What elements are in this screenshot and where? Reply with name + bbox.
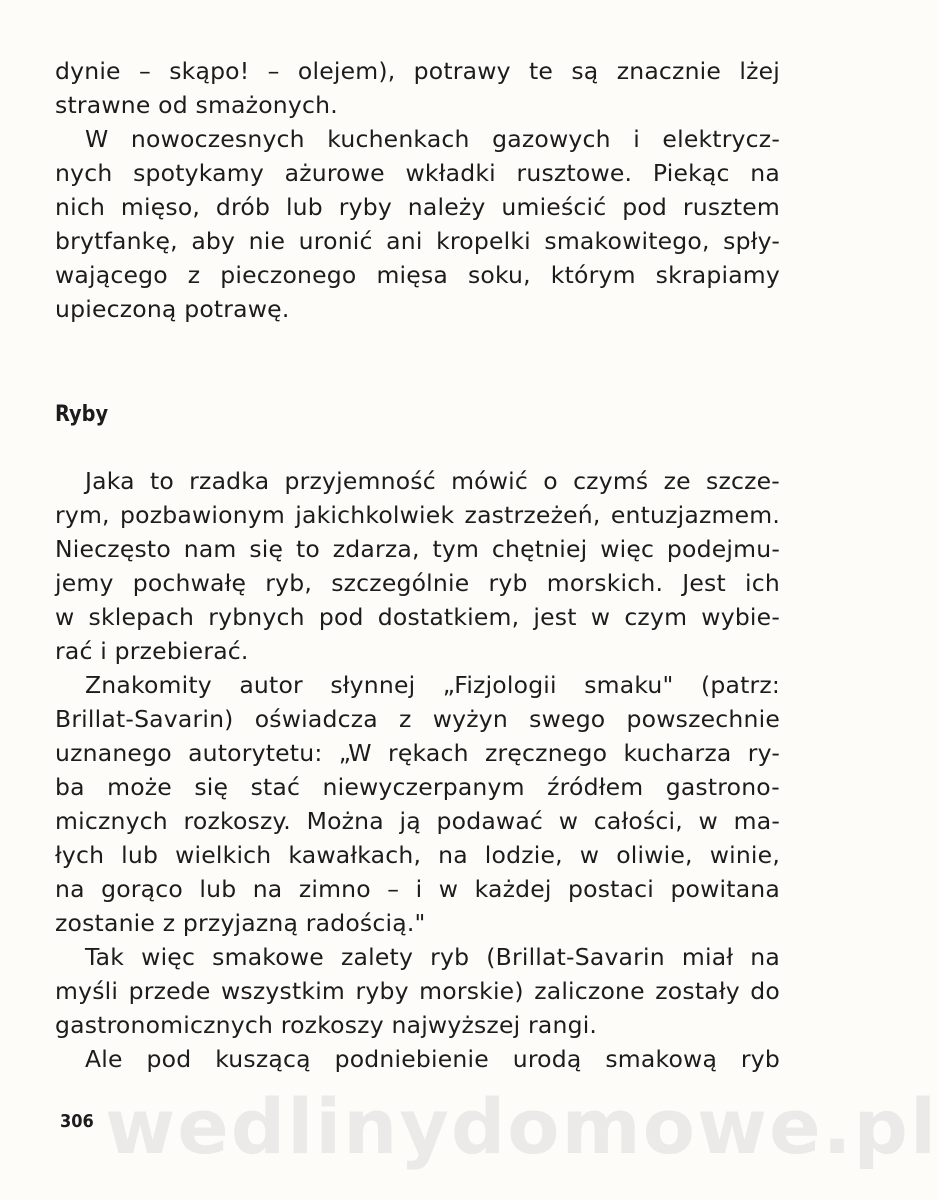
text-line: Jaka to rzadka przyjemność mówić o czymś ze szcze- — [85, 467, 780, 495]
text-line: w sklepach rybnych pod dostatkiem, jest w czym wybie- — [55, 603, 780, 631]
page-number: 306 — [60, 1111, 94, 1132]
text-line: W nowoczesnych kuchenkach gazowych i elektrycz- — [85, 125, 780, 153]
text-line: Brillat-Savarin) oświadcza z wyżyn swego powszechnie — [55, 705, 780, 733]
text-line: Ale pod kuszącą podniebienie urodą smakową ryb — [85, 1045, 780, 1073]
text-line: rym, pozbawionym jakichkolwiek zastrzeżeń, entuzjazmem. — [55, 501, 780, 529]
text-line: Znakomity autor słynnej „Fizjologii smaku" (patrz: — [85, 671, 780, 699]
text-line: brytfankę, aby nie uronić ani kropelki smakowitego, spły- — [55, 227, 780, 255]
text-line: upieczoną potrawę. — [55, 295, 290, 323]
text-line: myśli przede wszystkim ryby morskie) zaliczone zostały do — [55, 977, 780, 1005]
text-line: strawne od smażonych. — [55, 91, 338, 119]
text-line: wającego z pieczonego mięsa soku, którym skrapiamy — [55, 261, 780, 289]
text-line: Tak więc smakowe zalety ryb (Brillat-Savarin miał na — [85, 943, 780, 971]
text-line: nich mięso, drób lub ryby należy umieścić pod rusztem — [55, 193, 780, 221]
watermark-logo: wedlinydomowe.pl — [105, 1082, 938, 1171]
section-heading: Ryby — [55, 402, 109, 427]
text-line: dynie – skąpo! – olejem), potrawy te są znacznie lżej — [55, 57, 780, 85]
text-line: uznanego autorytetu: „W rękach zręcznego kucharza ry- — [55, 739, 780, 767]
text-line: rać i przebierać. — [55, 637, 249, 665]
text-line: ba może się stać niewyczerpanym źródłem gastrono- — [55, 773, 780, 801]
paragraph-block-top — [55, 54, 780, 326]
text-line: jemy pochwałę ryb, szczególnie ryb morskich. Jest ich — [55, 569, 780, 597]
text-line: nych spotykamy ażurowe wkładki rusztowe. Piekąc na — [55, 159, 780, 187]
text-line: na gorąco lub na zimno – i w każdej postaci powitana — [55, 875, 780, 903]
text-line: zostanie z przyjazną radością." — [55, 909, 426, 937]
text-line: gastronomicznych rozkoszy najwyższej rangi. — [55, 1011, 598, 1039]
paragraph-block-ryby — [55, 464, 780, 1076]
text-line: łych lub wielkich kawałkach, na lodzie, w oliwie, winie, — [55, 841, 780, 869]
text-line: micznych rozkoszy. Można ją podawać w całości, w ma- — [55, 807, 780, 835]
text-line: Nieczęsto nam się to zdarza, tym chętniej więc podejmu- — [55, 535, 780, 563]
